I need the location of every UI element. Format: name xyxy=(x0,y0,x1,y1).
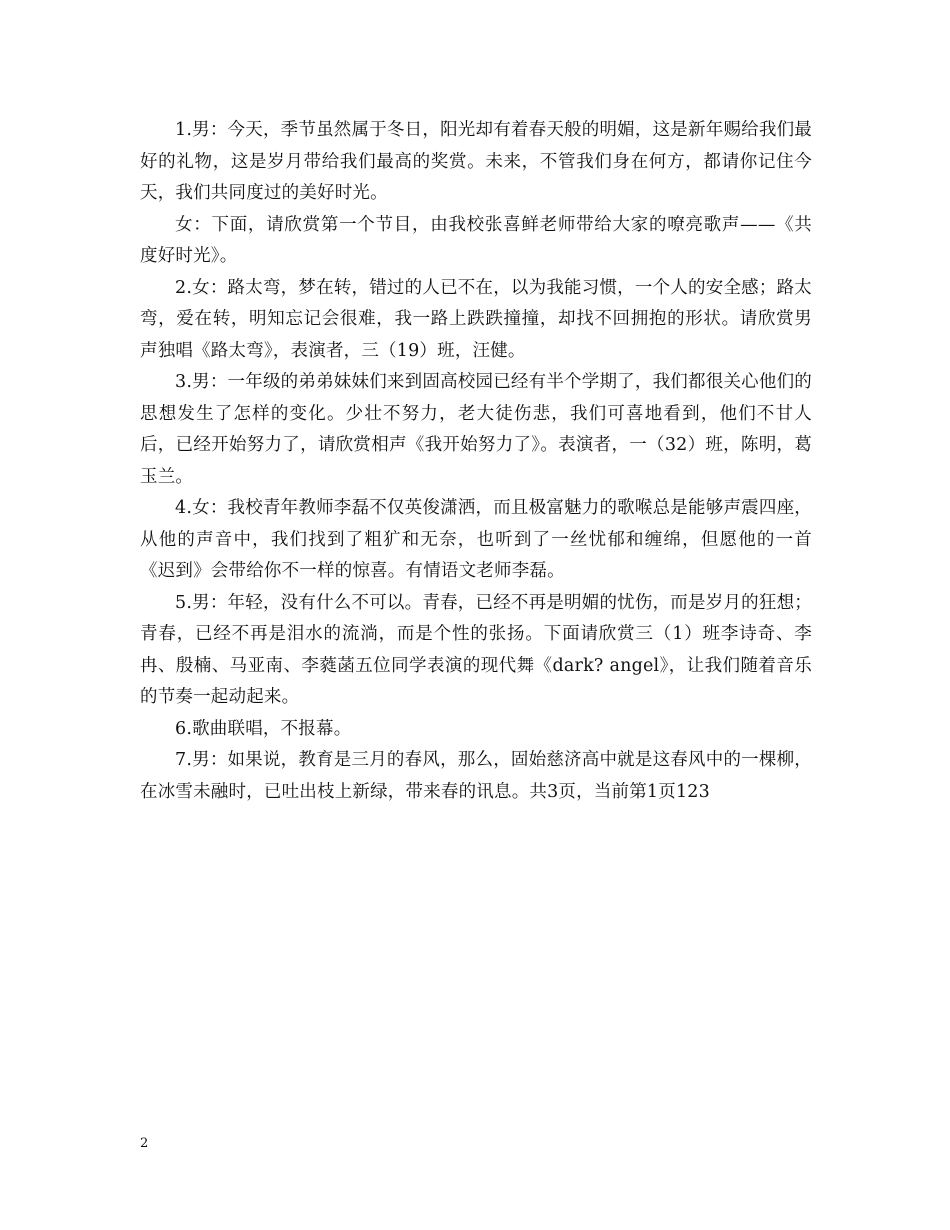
paragraph-7: 6.歌曲联唱，不报幕。 xyxy=(175,718,352,739)
page-number: 2 xyxy=(140,1136,149,1151)
paragraph-2: 女：下面，请欣赏第一个节目，由我校张喜鲜老师带给大家的嘹亮歌声——《共度好时光》。 xyxy=(140,214,812,266)
body-text xyxy=(140,115,812,808)
paragraph-6: 5.男：年轻，没有什么不可以。青春，已经不再是明媚的忧伤，而是岁月的狂想；青春，已经不再是泪水的流淌，而是个性的张扬。下面请欣赏三（1）班李诗奇、李冉、殷楠、马亚南、李蕤菡五位同学表演的现代舞《dark? angel》，让我们随着音乐的节奏一起动起来。 xyxy=(140,592,812,707)
paragraph-1: 1.男：今天，季节虽然属于冬日，阳光却有着春天般的明媚，这是新年赐给我们最好的礼物，这是岁月带给我们最高的奖赏。未来，不管我们身在何方，都请你记住今天，我们共同度过的美好时光。 xyxy=(140,120,812,203)
paragraph-5: 4.女：我校青年教师李磊不仅英俊潇洒，而且极富魅力的歌喉总是能够声震四座，从他的声音中，我们找到了粗犷和无奈，也听到了一丝忧郁和缠绵，但愿他的一首《迟到》会带给你不一样的惊喜。有情语文老师李磊。 xyxy=(140,498,812,581)
paragraph-8: 7.男：如果说，教育是三月的春风，那么，固始慈济高中就是这春风中的一棵柳，在冰雪未融时，已吐出枝上新绿，带来春的讯息。共3页，当前第1页123 xyxy=(140,750,812,802)
paragraph-4: 3.男：一年级的弟弟妹妹们来到固高校园已经有半个学期了，我们都很关心他们的思想发生了怎样的变化。少壮不努力，老大徒伤悲，我们可喜地看到，他们不甘人后，已经开始努力了，请欣赏相声《我开始努力了》。表演者，一（32）班，陈明，葛玉兰。 xyxy=(140,372,812,487)
paragraph-3: 2.女：路太弯，梦在转，错过的人已不在，以为我能习惯，一个人的安全感；路太弯，爱在转，明知忘记会很难，我一路上跌跌撞撞，却找不回拥抱的形状。请欣赏男声独唱《路太弯》，表演者，三（19）班，汪健。 xyxy=(140,277,812,361)
